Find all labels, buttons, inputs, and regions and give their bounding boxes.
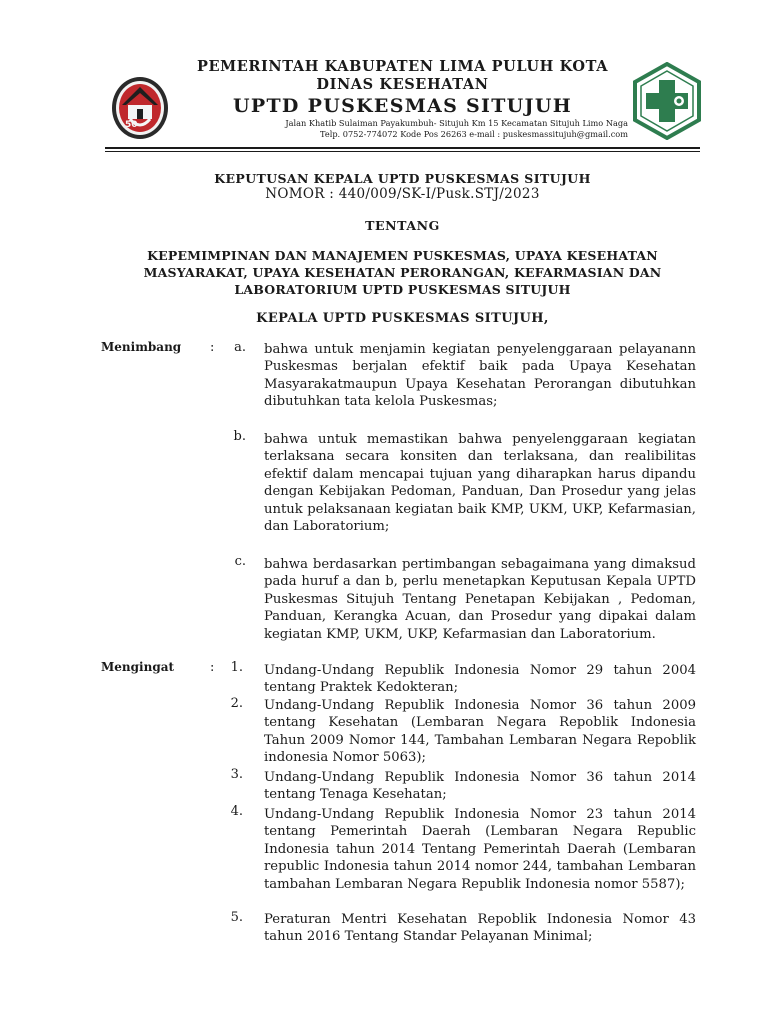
menimbang-item-marker: b. [233, 429, 246, 444]
decree-title: KEPUTUSAN KEPALA UPTD PUSKESMAS SITUJUH [214, 171, 591, 186]
menimbang-item-marker: c. [234, 554, 246, 569]
mengingat-item-text: Undang-Undang Republik Indonesia Nomor 29 tahun 2004 tentang Praktek Kedokteran; [264, 663, 696, 696]
letterhead-institution: UPTD PUSKESMAS SITUJUH [233, 95, 572, 117]
mengingat-item-marker: 1. [230, 660, 243, 675]
decree-subject [105, 247, 700, 298]
menimbang-item-marker: a. [234, 340, 246, 355]
menimbang-colon: : [210, 340, 215, 355]
mengingat-item-text: Undang-Undang Republik Indonesia Nomor 23 tahun 2014 tentang Pemerintah Daerah (Lembaran Negara Republic Indonesia tahun 2014 Tentang Pemerintah Daerah (Lembaran republic Indonesia tahun 2014 nomor 244, tambahan Lembaran tambahan Lembaran Negara Republik Indonesia nomor 5587); [264, 807, 696, 892]
decree-subject-line: LABORATORIUM UPTD PUSKESMAS SITUJUH [234, 282, 571, 297]
mengingat-colon: : [210, 660, 215, 675]
letterhead-government: PEMERINTAH KABUPATEN LIMA PULUH KOTA [196, 58, 609, 75]
mengingat-item-marker: 2. [230, 696, 243, 711]
menimbang-label: Menimbang [101, 340, 182, 354]
menimbang-item-text: bahwa untuk menjamin kegiatan penyelenggaraan pelayanann Puskesmas berjalan efektif baik pada Upaya Kesehatan Masyarakatmaupun Upaya Kesehatan Perorangan dibutuhkan dibutuhkan tata kelola Puskesmas; [264, 342, 696, 410]
decree-issuer: KEPALA UPTD PUSKESMAS SITUJUH, [256, 311, 549, 326]
mengingat-item-text: Undang-Undang Republik Indonesia Nomor 36 tahun 2014 tentang Tenaga Kesehatan; [264, 770, 696, 803]
mengingat-label: Mengingat [101, 660, 175, 674]
decree-about-heading: TENTANG [365, 218, 440, 233]
svg-text:50: 50 [125, 120, 138, 130]
mengingat-item-text: Peraturan Mentri Kesehatan Repoblik Indonesia Nomor 43 tahun 2016 Tentang Standar Pelayanan Minimal; [264, 912, 696, 945]
letterhead-divider [105, 147, 700, 152]
letterhead-department: DINAS KESEHATAN [316, 76, 489, 93]
letterhead [175, 58, 630, 140]
decree-number: NOMOR : 440/009/SK-I/Pusk.STJ/2023 [265, 186, 540, 202]
decree-subject-line: MASYARAKAT, UPAYA KESEHATAN PERORANGAN, KEFARMASIAN DAN [143, 265, 662, 280]
health-cross-logo-icon [633, 62, 701, 140]
mengingat-item-marker: 4. [230, 804, 243, 819]
decree-subject-line: KEPEMIMPINAN DAN MANAJEMEN PUSKESMAS, UPAYA KESEHATAN [147, 248, 658, 263]
mengingat-item-text: Undang-Undang Republik Indonesia Nomor 36 tahun 2009 tentang Kesehatan (Lembaran Negara Repoblik Indonesia Tahun 2009 Nomor 144, Tambahan Lembaran Negara Repoblik indonesia Nomor 5063); [264, 698, 696, 766]
letterhead-contact: Telp. 0752-774072 Kode Pos 26263 e-mail : puskesmassitujuh@gmail.com [320, 129, 628, 139]
mengingat-item-marker: 3. [230, 767, 243, 782]
letterhead-address: Jalan Khatib Sulaiman Payakumbuh- Situjuh Km 15 Kecamatan Situjuh Limo Naga [285, 118, 628, 128]
menimbang-item-text: bahwa berdasarkan pertimbangan sebagaimana yang dimaksud pada huruf a dan b, perlu menetapkan Keputusan Kepala UPTD Puskesmas Situjuh Tentang Penetapan Kebijakan , Pedoman, Panduan, Kerangka Acuan, dan Prosedur yang dipakai dalam kegiatan KMP, UKM, UKP, Kefarmasian dan Laboratorium. [264, 557, 696, 642]
menimbang-item-text: bahwa untuk memastikan bahwa penyelenggaraan kegiatan terlaksana secara konsiten dan terlaksana, dan realibilitas efektif dalam mencapai tujuan yang diharapkan harus dipandu dengan Kebijakan Pedoman, Panduan, Dan Prosedur yang jelas untuk pelaksanaan kegiatan baik KMP, UKM, UKP, Kefarmasian, dan Laboratorium; [264, 432, 696, 535]
regency-emblem-icon [110, 75, 170, 141]
mengingat-item-marker: 5. [230, 910, 243, 925]
